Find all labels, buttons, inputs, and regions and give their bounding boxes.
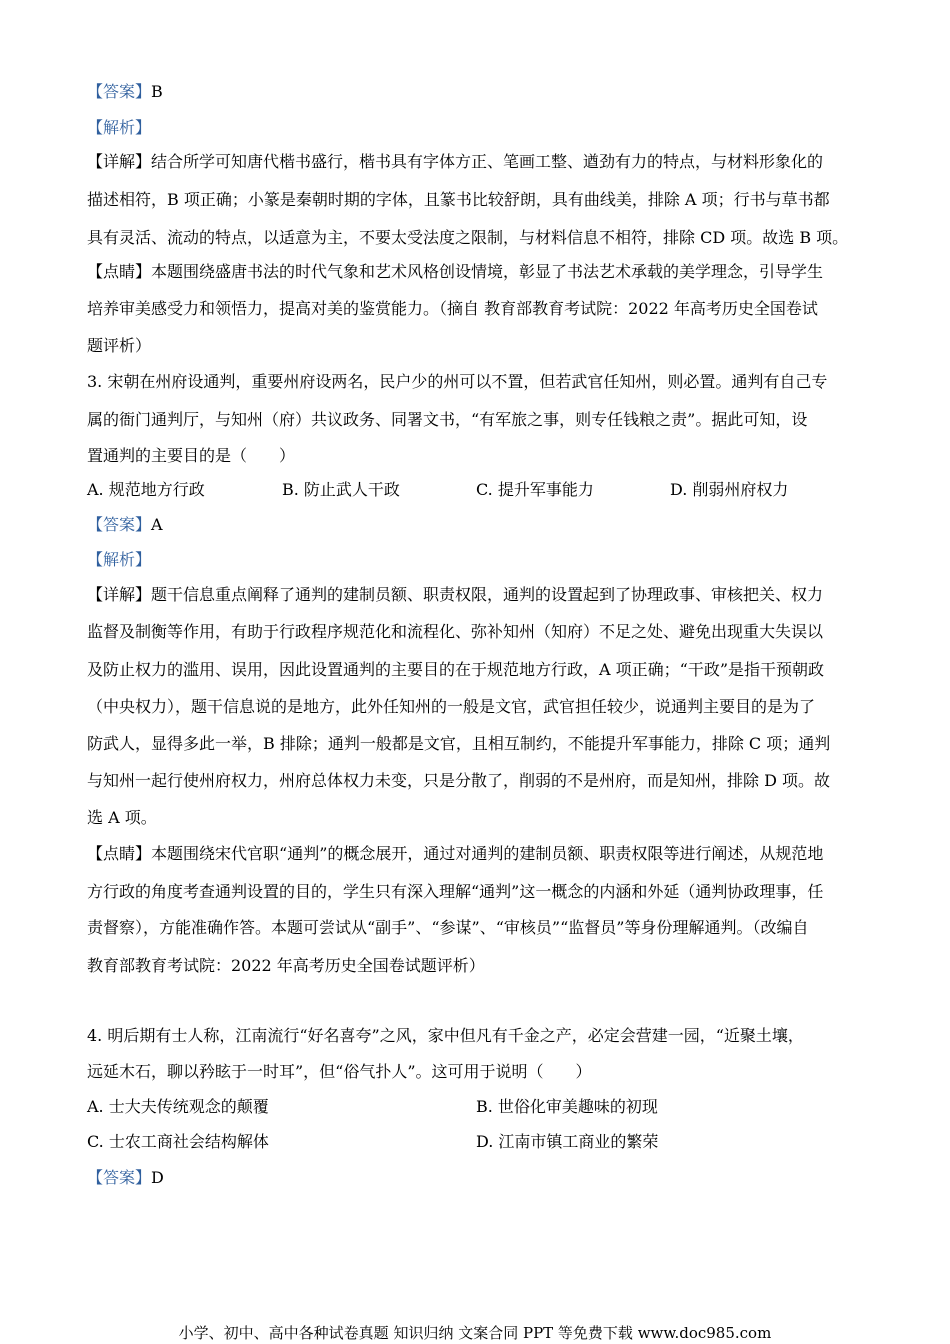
q3-answer xyxy=(87,515,867,535)
point-tag: 【点睛】 xyxy=(87,262,152,281)
q3-option-a: A. 规范地方行政 xyxy=(87,480,205,499)
q2-detail-line: 【详解】结合所学可知唐代楷书盛行，楷书具有字体方正、笔画工整、遒劲有力的特点，与材料形象化的 xyxy=(87,152,824,171)
q2-point-line: 题评析） xyxy=(87,336,152,355)
q3-option-c: C. 提升军事能力 xyxy=(476,480,594,499)
q3-detail-line: 选 A 项。 xyxy=(87,808,157,827)
q3-detail-line: 及防止权力的滥用、误用，因此设置通判的主要目的在于规范地方行政，A 项正确；“干政”是指干预朝政 xyxy=(87,660,825,679)
q3-analysis-tag: 【解析】 xyxy=(87,550,152,569)
q3-detail-line: 与知州一起行使州府权力，州府总体权力未变，只是分散了，削弱的不是州府，而是知州，排除 D 项。故 xyxy=(87,771,831,790)
q3-point-line: 方行政的角度考查通判设置的目的，学生只有深入理解“通判”这一概念的内涵和外延（通判协政理事，任 xyxy=(87,882,824,901)
q4-answer xyxy=(87,1168,867,1188)
q2-point-line: 【点睛】本题围绕盛唐书法的时代气象和艺术风格创设情境，彰显了书法艺术承载的美学理念，引导学生 xyxy=(87,262,824,281)
answer-value: A xyxy=(151,515,163,534)
q3-option-d: D. 削弱州府权力 xyxy=(670,480,789,499)
q4-option-a: A. 士大夫传统观念的颠覆 xyxy=(87,1097,269,1116)
detail-tag: 【详解】 xyxy=(87,585,152,604)
q3-point-line: 教育部教育考试院：2022 年高考历史全国卷试题评析） xyxy=(87,956,485,975)
answer-tag: 【答案】 xyxy=(87,515,152,534)
point-tag: 【点睛】 xyxy=(87,844,152,863)
q4-option-b: B. 世俗化审美趣味的初现 xyxy=(476,1097,658,1116)
q3-point-line: 责督察），方能准确作答。本题可尝试从“副手”、“参谋”、“审核员”“监督员”等身份理解通判。（改编自 xyxy=(87,918,809,937)
q3-detail-line: 【详解】题干信息重点阐释了通判的建制员额、职责权限，通判的设置起到了协理政事、审核把关、权力 xyxy=(87,585,824,604)
q3-stem-line: 置通判的主要目的是（ ） xyxy=(87,446,296,465)
answer-tag: 【答案】 xyxy=(87,82,152,101)
q4-stem-line: 远延木石，聊以矜眩于一时耳”，但“俗气扑人”。这可用于说明（ ） xyxy=(87,1062,592,1081)
q2-point-line: 培养审美感受力和领悟力，提高对美的鉴赏能力。（摘自 教育部教育考试院：2022 年高考历史全国卷试 xyxy=(87,299,818,318)
answer-tag: 【答案】 xyxy=(87,1168,152,1187)
q4-option-d: D. 江南市镇工商业的繁荣 xyxy=(476,1132,659,1151)
answer-value: D xyxy=(151,1168,164,1187)
q3-point-line: 【点睛】本题围绕宋代官职“通判”的概念展开，通过对通判的建制员额、职责权限等进行阐述，从规范地 xyxy=(87,844,824,863)
q3-detail-line: （中央权力），题干信息说的是地方，此外任知州的一般是文官，武官担任较少，说通判主要目的是为了 xyxy=(87,697,816,716)
q3-option-b: B. 防止武人干政 xyxy=(282,480,400,499)
q4-option-c: C. 士农工商社会结构解体 xyxy=(87,1132,269,1151)
q2-detail-line: 具有灵活、流动的特点，以适意为主，不要太受法度之限制，与材料信息不相符，排除 CD 项。故选 B 项。 xyxy=(87,228,849,247)
page-footer: 小学、初中、高中各种试卷真题 知识归纳 文案合同 PPT 等免费下载 www.doc985.com xyxy=(178,1324,772,1342)
q2-answer xyxy=(87,82,867,102)
q3-stem-line: 属的衙门通判厅，与知州（府）共议政务、同署文书，“有军旅之事，则专任钱粮之责”。据此可知，设 xyxy=(87,410,808,429)
answer-value: B xyxy=(151,82,163,101)
q4-stem-line: 4. 明后期有士人称，江南流行“好名喜夸”之风，家中但凡有千金之产，必定会营建一园，“近聚土壤， xyxy=(87,1026,804,1045)
detail-tag: 【详解】 xyxy=(87,152,152,171)
q2-analysis-tag: 【解析】 xyxy=(87,118,152,137)
q2-detail-line: 描述相符，B 项正确；小篆是秦朝时期的字体，且篆书比较舒朗，具有曲线美，排除 A 项；行书与草书都 xyxy=(87,190,830,209)
q3-detail-line: 监督及制衡等作用，有助于行政程序规范化和流程化、弥补知州（知府）不足之处、避免出现重大失误以 xyxy=(87,622,824,641)
q3-stem-line: 3. 宋朝在州府设通判，重要州府设两名，民户少的州可以不置，但若武官任知州，则必置。通判有自己专 xyxy=(87,372,828,391)
q3-detail-line: 防武人，显得多此一举，B 排除；通判一般都是文官，且相互制约，不能提升军事能力，排除 C 项；通判 xyxy=(87,734,831,753)
